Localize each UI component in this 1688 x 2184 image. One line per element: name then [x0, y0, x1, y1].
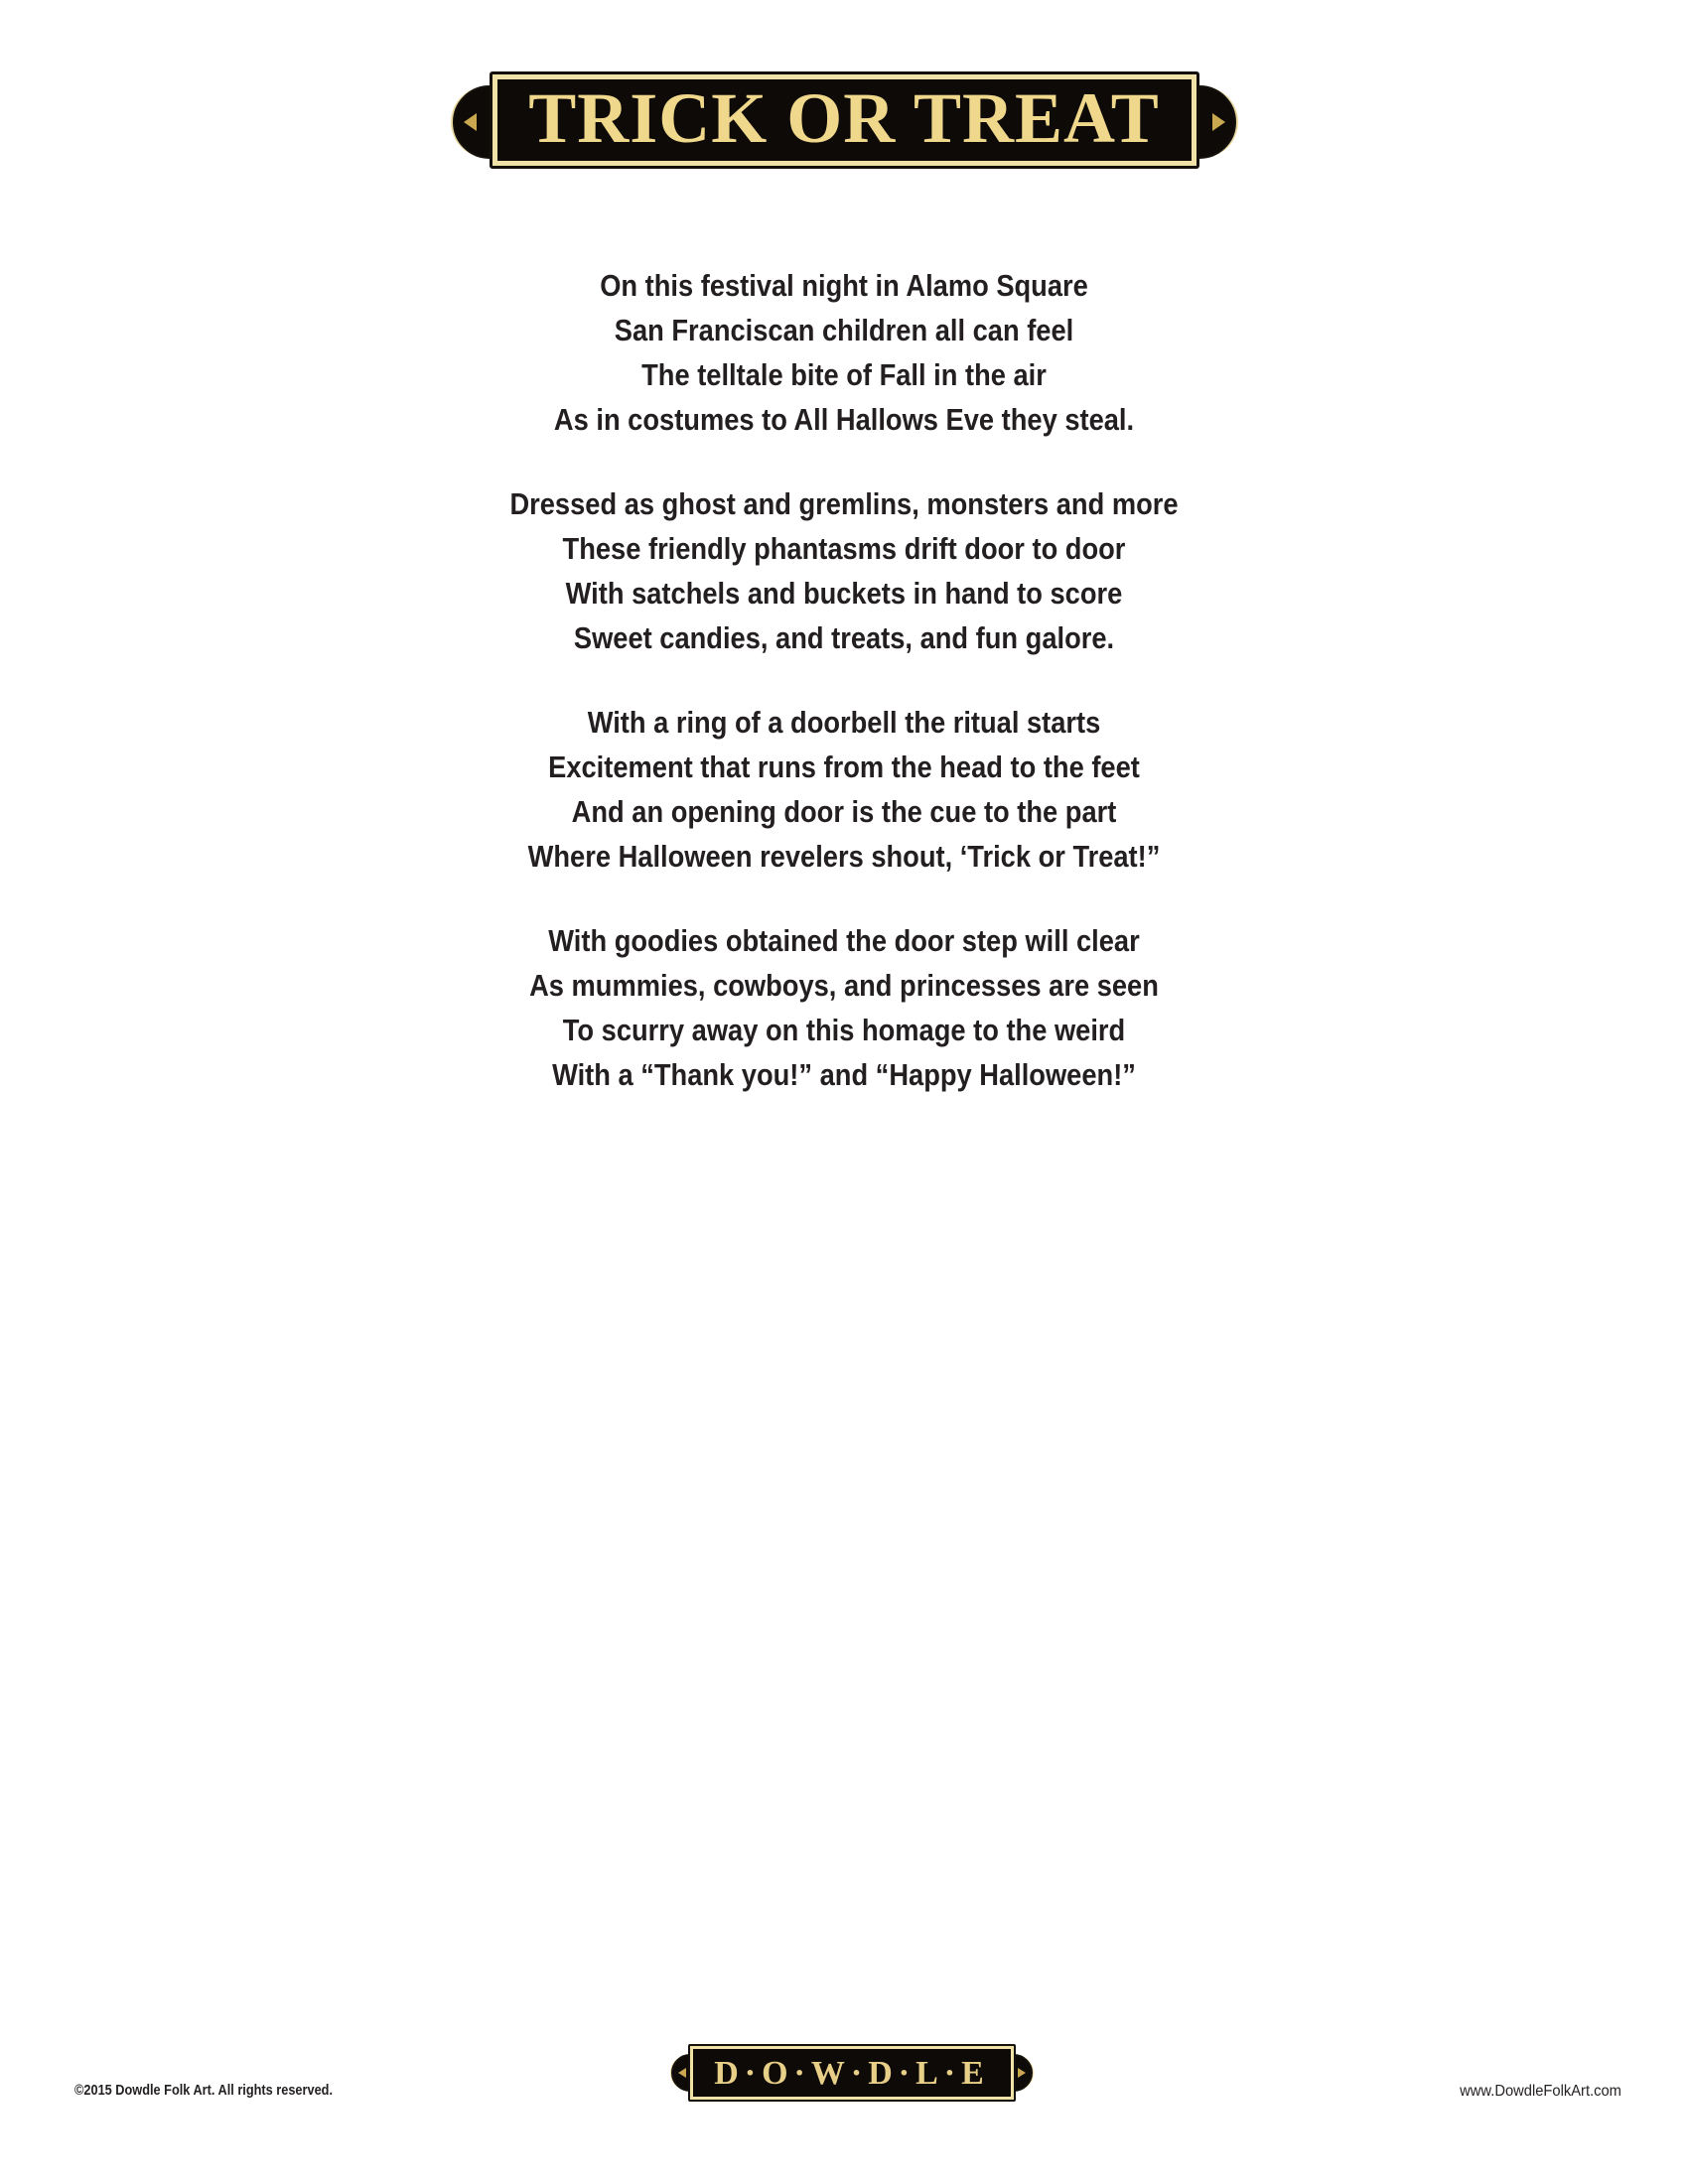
logo-plaque-frame: [688, 2044, 1016, 2102]
poem-line: With satchels and buckets in hand to score: [565, 576, 1123, 611]
logo-left-arrow-ornament-icon: [678, 2068, 686, 2078]
poem-line: San Franciscan children all can feel: [614, 313, 1074, 347]
poem-line: With a ring of a doorbell the ritual starts: [587, 705, 1101, 740]
poem-line: Dressed as ghost and gremlins, monsters and more: [509, 486, 1179, 521]
dowdle-logo: [688, 2044, 1016, 2102]
poem: [101, 263, 1587, 1097]
copyright-text: ©2015 Dowdle Folk Art. All rights reserved.: [74, 2082, 333, 2099]
logo-wordmark: D·O·W·D·L·E: [714, 2055, 990, 2092]
right-fleur-ornament-icon: [1212, 113, 1225, 131]
left-fleur-ornament-icon: [464, 113, 477, 131]
poem-line: On this festival night in Alamo Square: [600, 268, 1088, 303]
poem-stanza: [101, 263, 1587, 442]
poem-line: And an opening door is the cue to the part: [571, 794, 1117, 829]
poem-stanza: [101, 481, 1587, 660]
poem-line: Excitement that runs from the head to the feet: [548, 750, 1140, 784]
poem-line: To scurry away on this homage to the weird: [562, 1013, 1126, 1047]
poem-line: Where Halloween revelers shout, ‘Trick or Treat!”: [527, 839, 1161, 874]
poem-line: As mummies, cowboys, and princesses are seen: [529, 968, 1159, 1003]
poem-line: With a “Thank you!” and “Happy Halloween!”: [552, 1057, 1136, 1092]
logo-plaque-field: [693, 2049, 1011, 2097]
poem-stanza: [101, 700, 1587, 879]
poem-line: These friendly phantasms drift door to door: [562, 531, 1126, 566]
logo-right-arrow-ornament-icon: [1018, 2068, 1026, 2078]
page-title: TRICK OR TREAT: [528, 77, 1160, 158]
poem-stanza: [101, 918, 1587, 1097]
poem-line: With goodies obtained the door step will clear: [548, 923, 1140, 958]
title-plaque-field: [497, 79, 1192, 161]
poem-line: Sweet candies, and treats, and fun galore.: [573, 620, 1115, 655]
title-plaque: [490, 71, 1199, 169]
website-text: www.DowdleFolkArt.com: [1460, 2083, 1621, 2100]
poem-line: The telltale bite of Fall in the air: [641, 357, 1047, 392]
title-plaque-frame: [490, 71, 1199, 169]
poem-line: As in costumes to All Hallows Eve they steal.: [553, 402, 1135, 437]
